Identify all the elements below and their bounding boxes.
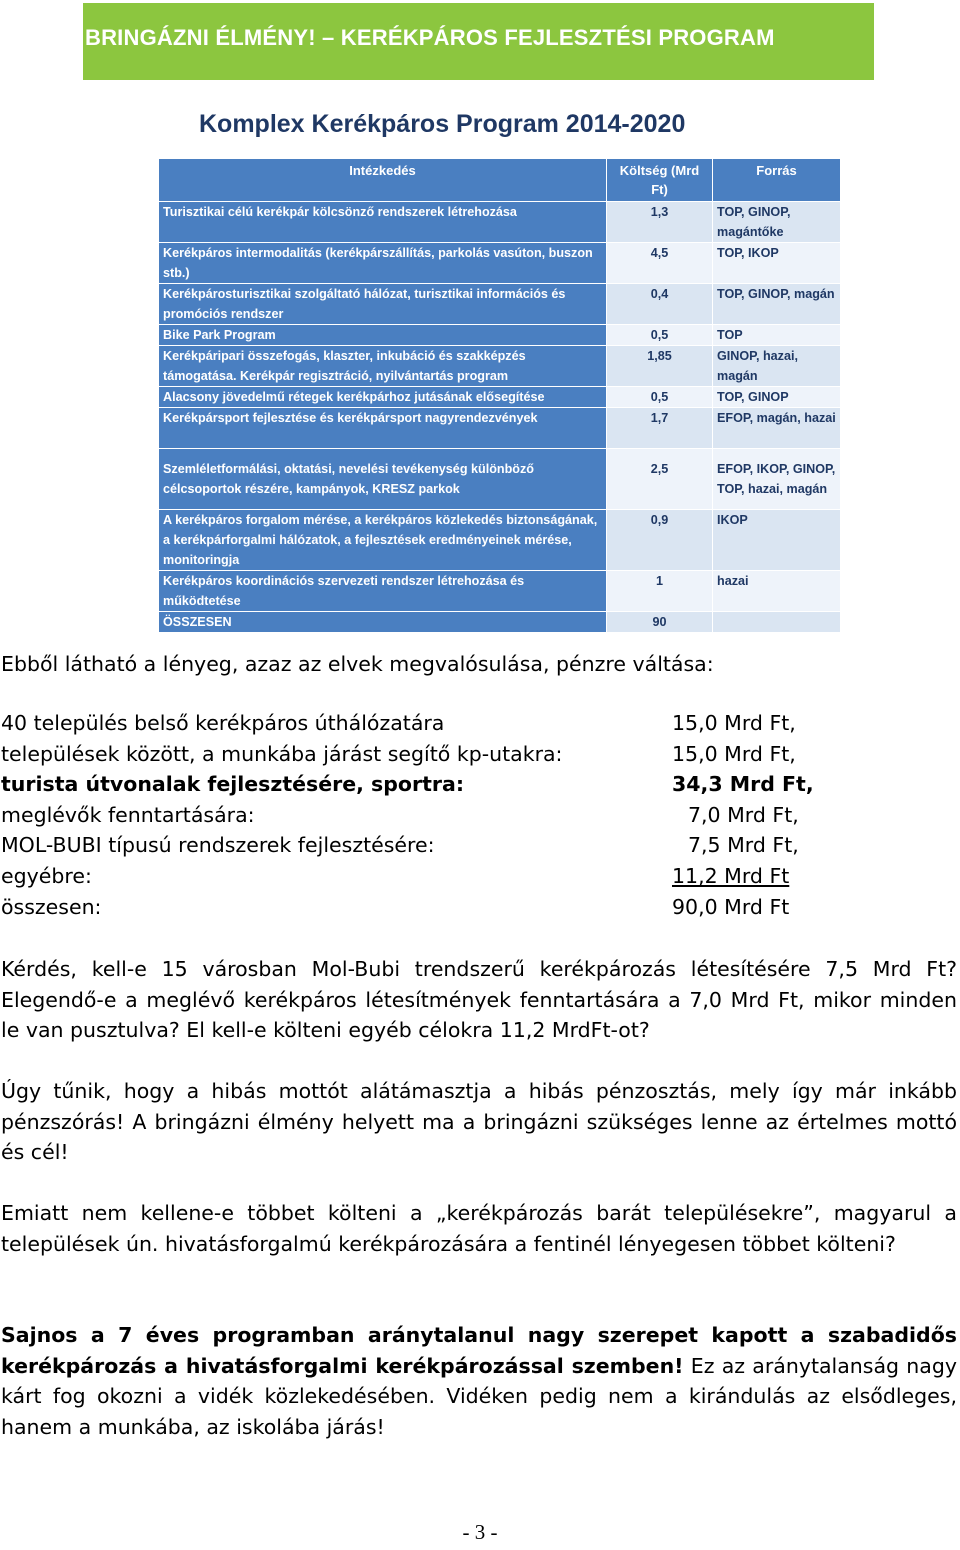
measure-cell: Alacsony jövedelmű rétegek kerékpárhoz jutásának elősegítése — [159, 387, 607, 408]
table-row — [159, 284, 841, 325]
allocation-list — [1, 708, 959, 922]
list-item — [1, 892, 959, 923]
paragraph-utility-cycling: Emiatt nem kellene-e többet költeni a „kerékpározás barát településekre”, magyarul a települések ún. hivatásforgalmú kerékpározására a fentinél lényegesen többet költeni? — [1, 1201, 957, 1256]
banner-title: BRINGÁZNI ÉLMÉNY! – KERÉKPÁROS FEJLESZTÉSI PROGRAM — [85, 25, 775, 50]
cost-cell: 0,5 — [607, 325, 713, 346]
measure-cell: Kerékpáripari összefogás, klaszter, inkubáció és szakképzés támogatása. Kerékpár regisztráció, nyilvántartás program — [159, 346, 607, 387]
table-row — [159, 202, 841, 243]
page-number: - 3 - — [462, 1520, 498, 1544]
cost-cell: 4,5 — [607, 243, 713, 284]
measure-cell: Turisztikai célú kerékpár kölcsönző rendszerek létrehozása — [159, 202, 607, 243]
allocation-total-value: 90,0 Mrd Ft — [672, 894, 790, 919]
list-item — [1, 800, 959, 831]
allocation-value: 7,5 Mrd Ft, — [688, 833, 799, 858]
cost-cell: 1,7 — [607, 408, 713, 449]
total-label-cell: ÖSSZESEN — [159, 612, 607, 633]
allocation-label: MOL-BUBI típusú rendszerek fejlesztésére: — [1, 833, 435, 858]
table-row — [159, 408, 841, 449]
measure-cell: Bike Park Program — [159, 325, 607, 346]
measure-cell: Szemléletformálási, oktatási, nevelési tevékenység különböző célcsoportok részére, kampányok, KRESZ parkok — [159, 449, 607, 510]
allocation-label: turista útvonalak fejlesztésére, sportra: — [1, 772, 465, 797]
source-cell: EFOP, IKOP, GINOP, TOP, hazai, magán — [713, 449, 841, 510]
allocation-value: 15,0 Mrd Ft, — [672, 741, 796, 766]
table-row — [159, 325, 841, 346]
program-cost-table — [158, 158, 841, 633]
paragraph-question: Kérdés, kell-e 15 városban Mol-Bubi trendszerű kerékpározás létesítésére 7,5 Mrd Ft? Elegendő-e a meglévő kerékpáros létesítmények fenntartására a 7,0 Mrd Ft, mikor minden le van pusztulva? El kell-e költeni egyéb célokra 11,2 MrdFt-ot? — [1, 957, 957, 1043]
allocation-value: 7,0 Mrd Ft, — [688, 802, 799, 827]
cost-cell: 0,9 — [607, 510, 713, 571]
list-item — [1, 739, 959, 770]
program-banner — [83, 3, 874, 80]
source-cell: TOP, GINOP, magán — [713, 284, 841, 325]
table-heading: Komplex Kerékpáros Program 2014-2020 — [199, 110, 686, 138]
cost-cell: 0,5 — [607, 387, 713, 408]
table-row — [159, 571, 841, 612]
source-cell: EFOP, magán, hazai — [713, 408, 841, 449]
cost-cell: 2,5 — [607, 449, 713, 510]
source-cell: IKOP — [713, 510, 841, 571]
source-cell: hazai — [713, 571, 841, 612]
table-header-row — [159, 159, 841, 202]
source-cell: TOP, IKOP — [713, 243, 841, 284]
total-source-cell — [713, 612, 841, 633]
list-item — [1, 861, 959, 892]
program-table-figure — [83, 80, 874, 635]
cost-cell: 0,4 — [607, 284, 713, 325]
measure-cell: Kerékpáros intermodalitás (kerékpárszállítás, parkolás vasúton, buszon stb.) — [159, 243, 607, 284]
cost-cell: 1,3 — [607, 202, 713, 243]
measure-cell: Kerékpársport fejlesztése és kerékpársport nagyrendezvények — [159, 408, 607, 449]
table-row — [159, 346, 841, 387]
list-item — [1, 769, 959, 800]
conclusion-text: Ez az aránytalanság nagy kárt fog okozni a vidék közlekedésében. Vidéken pedig nem a kirándulás az elsődleges, hanem a munkába, az iskolába járás! — [1, 1353, 957, 1439]
measure-cell: Kerékpáros koordinációs szervezeti rendszer létrehozása és működtetése — [159, 571, 607, 612]
table-row — [159, 243, 841, 284]
conclusion-bold-text: Sajnos a 7 éves programban aránytalanul nagy szerepet kapott a szabadidős kerékpározás a hivatásforgalmi kerékpározással szemben! — [1, 1323, 957, 1378]
measure-cell: Kerékpárosturisztikai szolgáltató hálózat, turisztikai információs és promóciós rendszer — [159, 284, 607, 325]
allocation-label: meglévők fenntartására: — [1, 802, 255, 827]
allocation-label: 40 település belső kerékpáros úthálózatára — [1, 711, 445, 735]
cost-cell: 1 — [607, 571, 713, 612]
allocation-value: 15,0 Mrd Ft, — [672, 711, 796, 735]
source-cell: TOP — [713, 325, 841, 346]
total-cost-cell: 90 — [607, 612, 713, 633]
column-header-source: Forrás — [713, 159, 841, 202]
table-row — [159, 449, 841, 510]
list-item — [1, 708, 959, 739]
table-row — [159, 387, 841, 408]
allocation-label: egyébre: — [1, 863, 92, 888]
cost-cell: 1,85 — [607, 346, 713, 387]
table-row — [159, 510, 841, 571]
source-cell: TOP, GINOP — [713, 387, 841, 408]
list-item — [1, 830, 959, 861]
table-total-row — [159, 612, 841, 633]
column-header-measure: Intézkedés — [159, 159, 607, 202]
paragraph-motto: Úgy tűnik, hogy a hibás mottót alátámasztja a hibás pénzosztás, mely így már inkább pénzszórás! A bringázni élmény helyett ma a bringázni szükséges lenne az értelmes mottó és cél! — [1, 1079, 957, 1165]
source-cell: TOP, GINOP, magántőke — [713, 202, 841, 243]
source-cell: GINOP, hazai, magán — [713, 346, 841, 387]
allocation-label: települések között, a munkába járást segítő kp-utakra: — [1, 741, 563, 766]
measure-cell: A kerékpáros forgalom mérése, a kerékpáros közlekedés biztonságának, a kerékpárforgalmi hálózatok, a fejlesztések eredményeinek mérése, monitoringja — [159, 510, 607, 571]
column-header-cost: Költség (Mrd Ft) — [607, 159, 713, 202]
intro-text: Ebből látható a lényeg, azaz az elvek megvalósulása, pénzre váltása: — [1, 652, 714, 676]
allocation-value: 34,3 Mrd Ft, — [672, 772, 814, 797]
allocation-value: 11,2 Mrd Ft — [672, 863, 790, 888]
allocation-total-label: összesen: — [1, 894, 102, 919]
paragraph-conclusion — [1, 1320, 957, 1442]
